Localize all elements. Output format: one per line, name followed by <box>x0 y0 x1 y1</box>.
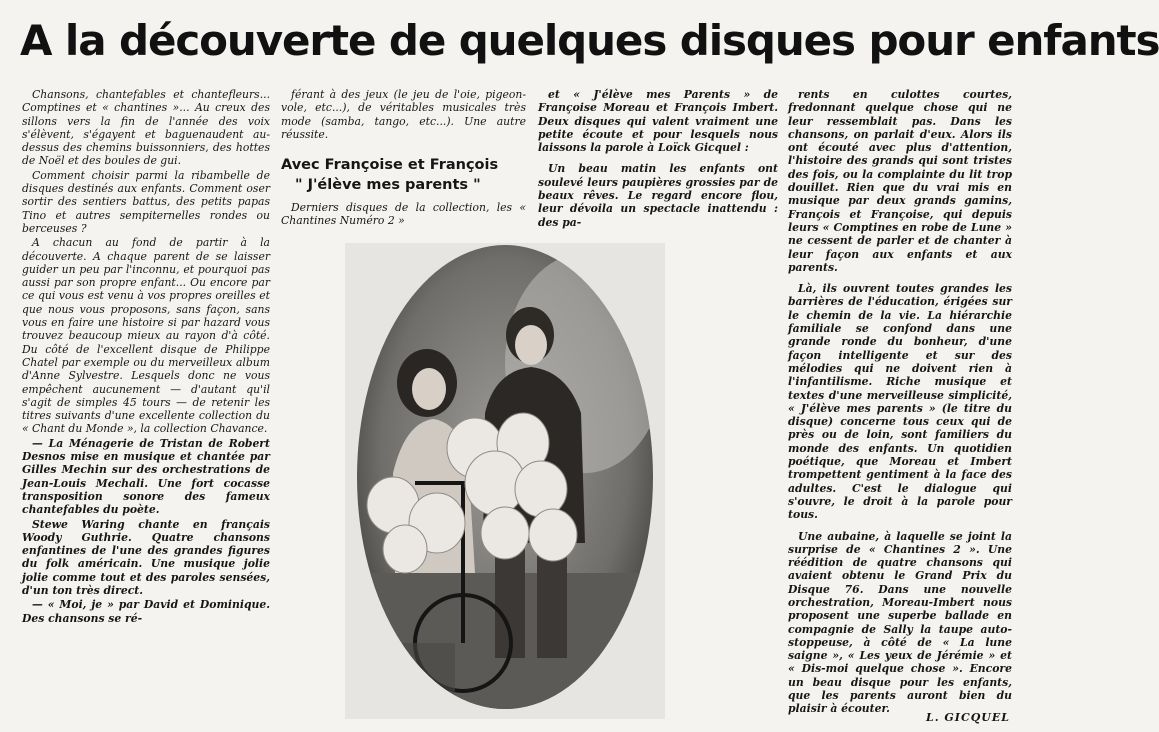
paragraph: — La Ménagerie de Tristan de Robert Desnos mise en musique et chantée par Gilles Mechin sur des orchestrations de Jean-Louis Mechali. Une fort cocasse transposition sonore des fameux chantefables du poète. <box>22 436 270 517</box>
paragraph: Comment choisir parmi la ribambelle de disques destinés aux enfants. Comment oser sortir des sentiers battus, des petits papas Tino et autres sempiternelles rondes ou berceuses ? <box>22 168 270 235</box>
paragraph: Une aubaine, à laquelle se joint la surprise de « Chantines 2 ». Une réédition de quatre chansons qui avaient obtenu le Grand Prix du Disque 76. Dans une nouvelle orchestration, Moreau-Imbert nous proposent une superbe ballade en compagnie de Sally la taupe auto-stoppeuse, à côté de « La lune saigne », « Les yeux de Jérémie » et « Dis-moi quelque chose ». Encore un beau disque pour les enfants, que les parents auront bien du plaisir à écouter. <box>788 529 1012 716</box>
photo-couple-on-bicycle <box>345 243 665 719</box>
paragraph: Un beau matin les enfants ont soulevé leurs paupières grossies par de beaux rêves. Le regard encore flou, leur dévoila un spectacle inattendu : des pa- <box>538 162 778 229</box>
paragraph: — « Moi, je » par David et Dominique. Des chansons se ré- <box>22 598 270 625</box>
paragraph: A chacun au fond de partir à la découverte. A chaque parent de se laisser guider un peu par l'inconnu, et pourquoi pas aussi par son propre enfant... Ou encore par ce qui vous est venu à vos propres oreilles et que nous vous proposons, sans façon, sans vous en faire une histoire si par hazard vous trouvez beaucoup mieux au rayon d'à côté. Du côté de l'excellent disque de Philippe Chatel par exemple ou du merveilleux album d'Anne Sylvestre. Lesquels donc ne vous empêchent aucunement — d'autant qu'il s'agit de simples 45 tours — de retenir les titres suivants d'une excellente collection du « Chant du Monde », la collection Chavance. <box>22 236 270 436</box>
column-1 <box>22 88 270 724</box>
column-4 <box>788 88 1012 724</box>
subheadline-line-2: " J'élève mes parents " <box>295 177 481 194</box>
paragraph: Stewe Waring chante en français Woody Guthrie. Quatre chansons enfantines de l'une des grandes figures du folk américain. Une musique jolie jolie comme tout et des paroles sensées, d'un ton très direct. <box>22 517 270 597</box>
headline: A la découverte de quelques disques pour enfants <box>20 16 1159 65</box>
paragraph: rents en culottes courtes, fredonnant quelque chose qui ne leur ressemblait pas. Dans les chansons, on parlait d'eux. Alors ils ont écouté avec plus d'attention, l'histoire des grands qui sont tristes des fois, ou la complainte du lit trop douillet. Rien que du vrai mis en musique par deux grands gamins, François et Françoise, qui depuis leurs « Comptines en robe de Lune » ne cessent de parler et de chanter à leur façon aux enfants et aux parents. <box>788 88 1012 274</box>
paragraph: et « J'élève mes Parents » de Françoise Moreau et François Imbert. Deux disques qui valent vraiment une petite écoute et pour lesquels nous laissons la parole à Loïck Gicquel : <box>538 88 778 155</box>
author-signature: L. GICQUEL <box>926 711 1010 724</box>
subheadline <box>281 155 526 195</box>
paragraph: Là, ils ouvrent toutes grandes les barrières de l'éducation, érigées sur le chemin de la vie. La hiérarchie familiale se confond dans une grande ronde du bonheur, d'une façon intelligente et sur des mélodies qui ne doivent rien à l'infantilisme. Riche musique et textes d'une merveilleuse simplicité, « J'élève mes parents » (le titre du disque) concerne tous ceux qui de près ou de loin, sont familiers du monde des enfants. Un quotidien poétique, que Moreau et Imbert trompettent gentiment à la face des adultes. C'est le dialogue qui s'ouvre, le droit à la parole pour tous. <box>788 282 1012 522</box>
subheadline-line-1: Avec Françoise et François <box>281 157 499 174</box>
paragraph: férant à des jeux (le jeu de l'oie, pigeon-vole, etc...), de véritables musicales très mode (samba, tango, etc...). Une autre réussite. <box>281 88 526 141</box>
paragraph: Derniers disques de la collection, les « Chantines Numéro 2 » <box>281 201 526 228</box>
photo-illustration <box>345 243 665 719</box>
paragraph: Chansons, chantefables et chantefleurs... Comptines et « chantines »... Au creux des sillons vers la fin de l'année des voix s'élèvent, s'égayent et baguenaudent au-dessus des chemins buissonniers, des hottes de Noël et des boules de gui. <box>22 88 270 168</box>
